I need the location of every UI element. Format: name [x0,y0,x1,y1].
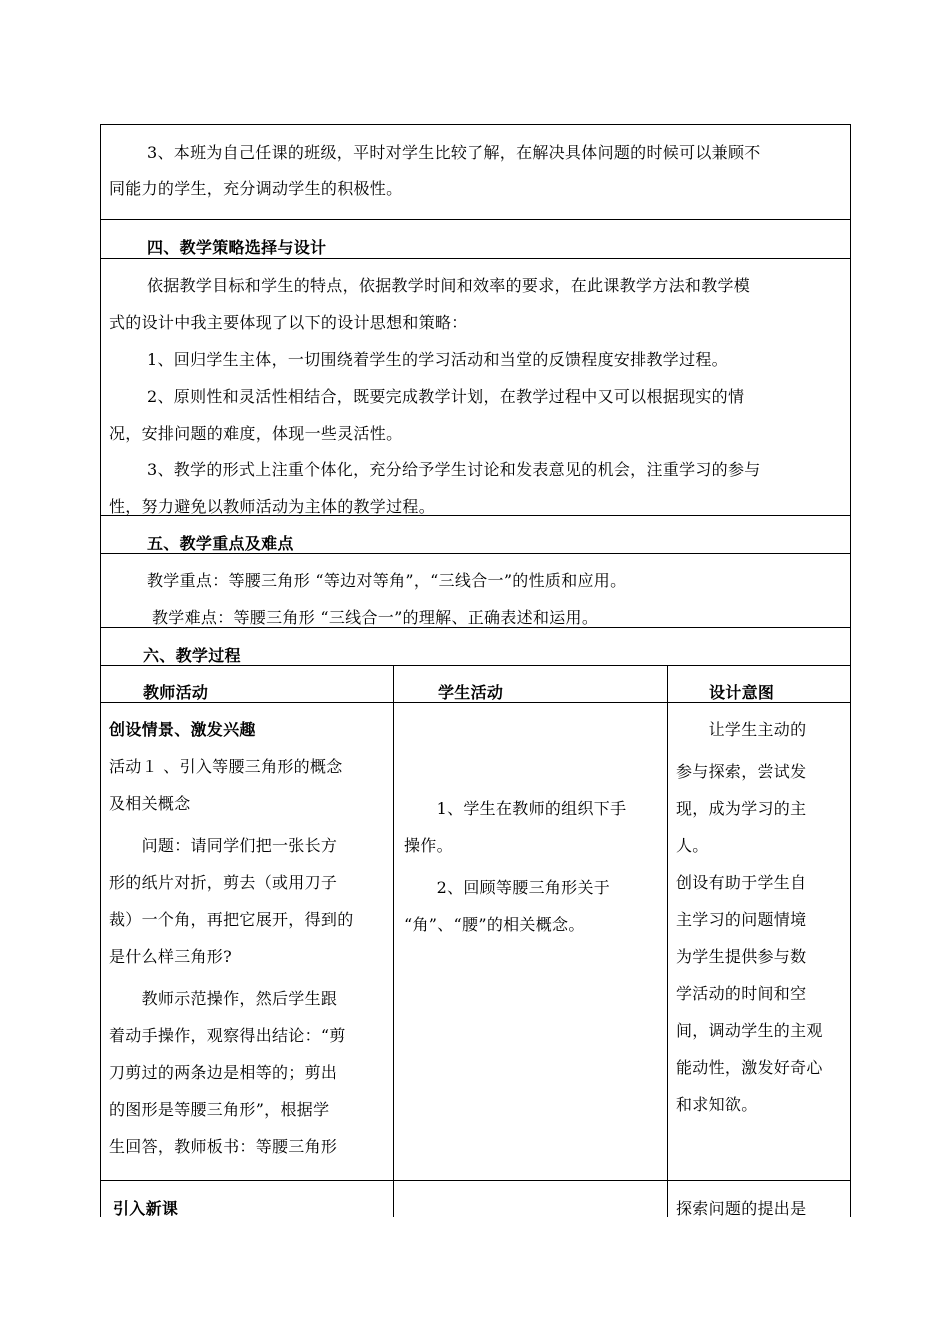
paragraph-line: 性，努力避免以教师活动为主体的教学过程。 [109,497,436,516]
list-item: 现，成为学习的主 [676,799,807,818]
list-item: 裁）一个角，再把它展开，得到的 [109,910,354,929]
list-item: 主学习的问题情境 [676,910,807,929]
design-intent: 探索问题的提出是 [676,1199,807,1218]
list-item: 及相关概念 [109,794,191,813]
paragraph-line: 同能力的学生，充分调动学生的积极性。 [109,179,403,198]
list-item: 的图形是等腰三角形”，根据学 [109,1100,330,1119]
row-title: 引入新课 [113,1199,179,1218]
list-item: 活动１ 、引入等腰三角形的概念 [109,757,343,776]
list-item: 和求知欲。 [676,1095,758,1114]
paragraph-line: 式的设计中我主要体现了以下的设计思想和策略： [109,313,468,332]
list-item: 间，调动学生的主观 [676,1021,823,1040]
list-item: 学活动的时间和空 [676,984,807,1003]
list-item: 是什么样三角形? [109,947,232,966]
section-heading: 四、教学策略选择与设计 [147,238,327,257]
list-item: 着动手操作，观察得出结论：“剪 [109,1026,346,1045]
table-rule [100,1180,851,1181]
column-header-student: 学生活动 [438,683,504,702]
list-item: 人。 [676,836,709,855]
difficulty: 教学难点：等腰三角形 “三线合一”的理解、正确表述和运用。 [152,608,599,627]
list-item: 形的纸片对折，剪去（或用刀子 [109,873,338,892]
list-item: 让学生主动的 [676,720,807,739]
list-item: 刀剪过的两条边是相等的；剪出 [109,1063,338,1082]
table-rule [100,124,851,125]
paragraph-line: 3、本班为自己任课的班级，平时对学生比较了解，在解决具体问题的时候可以兼顾不 [147,143,761,162]
list-item: 能动性，激发好奇心 [676,1058,823,1077]
key-point: 教学重点：等腰三角形 “等边对等角”，“三线合一”的性质和应用。 [147,571,627,590]
paragraph-line: 况，安排问题的难度，体现一些灵活性。 [109,424,403,443]
paragraph-line: 2、原则性和灵活性相结合，既要完成教学计划，在教学过程中又可以根据现实的情 [147,387,745,406]
list-item: 操作。 [404,836,453,855]
section-heading: 五、教学重点及难点 [147,534,294,553]
list-item: 1、学生在教师的组织下手 [404,799,627,818]
list-item: 创设有助于学生自 [676,873,807,892]
list-item: 问题：请同学们把一张长方 [109,836,338,855]
column-rule [667,665,668,1217]
list-item: 教师示范操作，然后学生跟 [109,989,338,1008]
list-item: 参与探索，尝试发 [676,762,807,781]
list-item: “角”、“腰”的相关概念。 [404,915,585,934]
section-heading: 六、教学过程 [143,646,241,665]
table-rule [100,219,851,220]
paragraph-line: 3、教学的形式上注重个体化，充分给予学生讨论和发表意见的机会，注重学习的参与 [147,460,761,479]
column-header-teacher: 教师活动 [143,683,209,702]
list-item: 为学生提供参与数 [676,947,807,966]
column-rule [393,665,394,1217]
list-item: 生回答，教师板书：等腰三角形 [109,1137,338,1156]
row-title: 创设情景、激发兴趣 [109,720,256,739]
list-item: 2、回顾等腰三角形关于 [404,878,611,897]
paragraph-line: 1、回归学生主体，一切围绕着学生的学习活动和当堂的反馈程度安排教学过程。 [147,350,728,369]
paragraph-line: 依据教学目标和学生的特点，依据教学时间和效率的要求，在此课教学方法和教学模 [147,276,751,295]
column-header-intent: 设计意图 [709,683,775,702]
